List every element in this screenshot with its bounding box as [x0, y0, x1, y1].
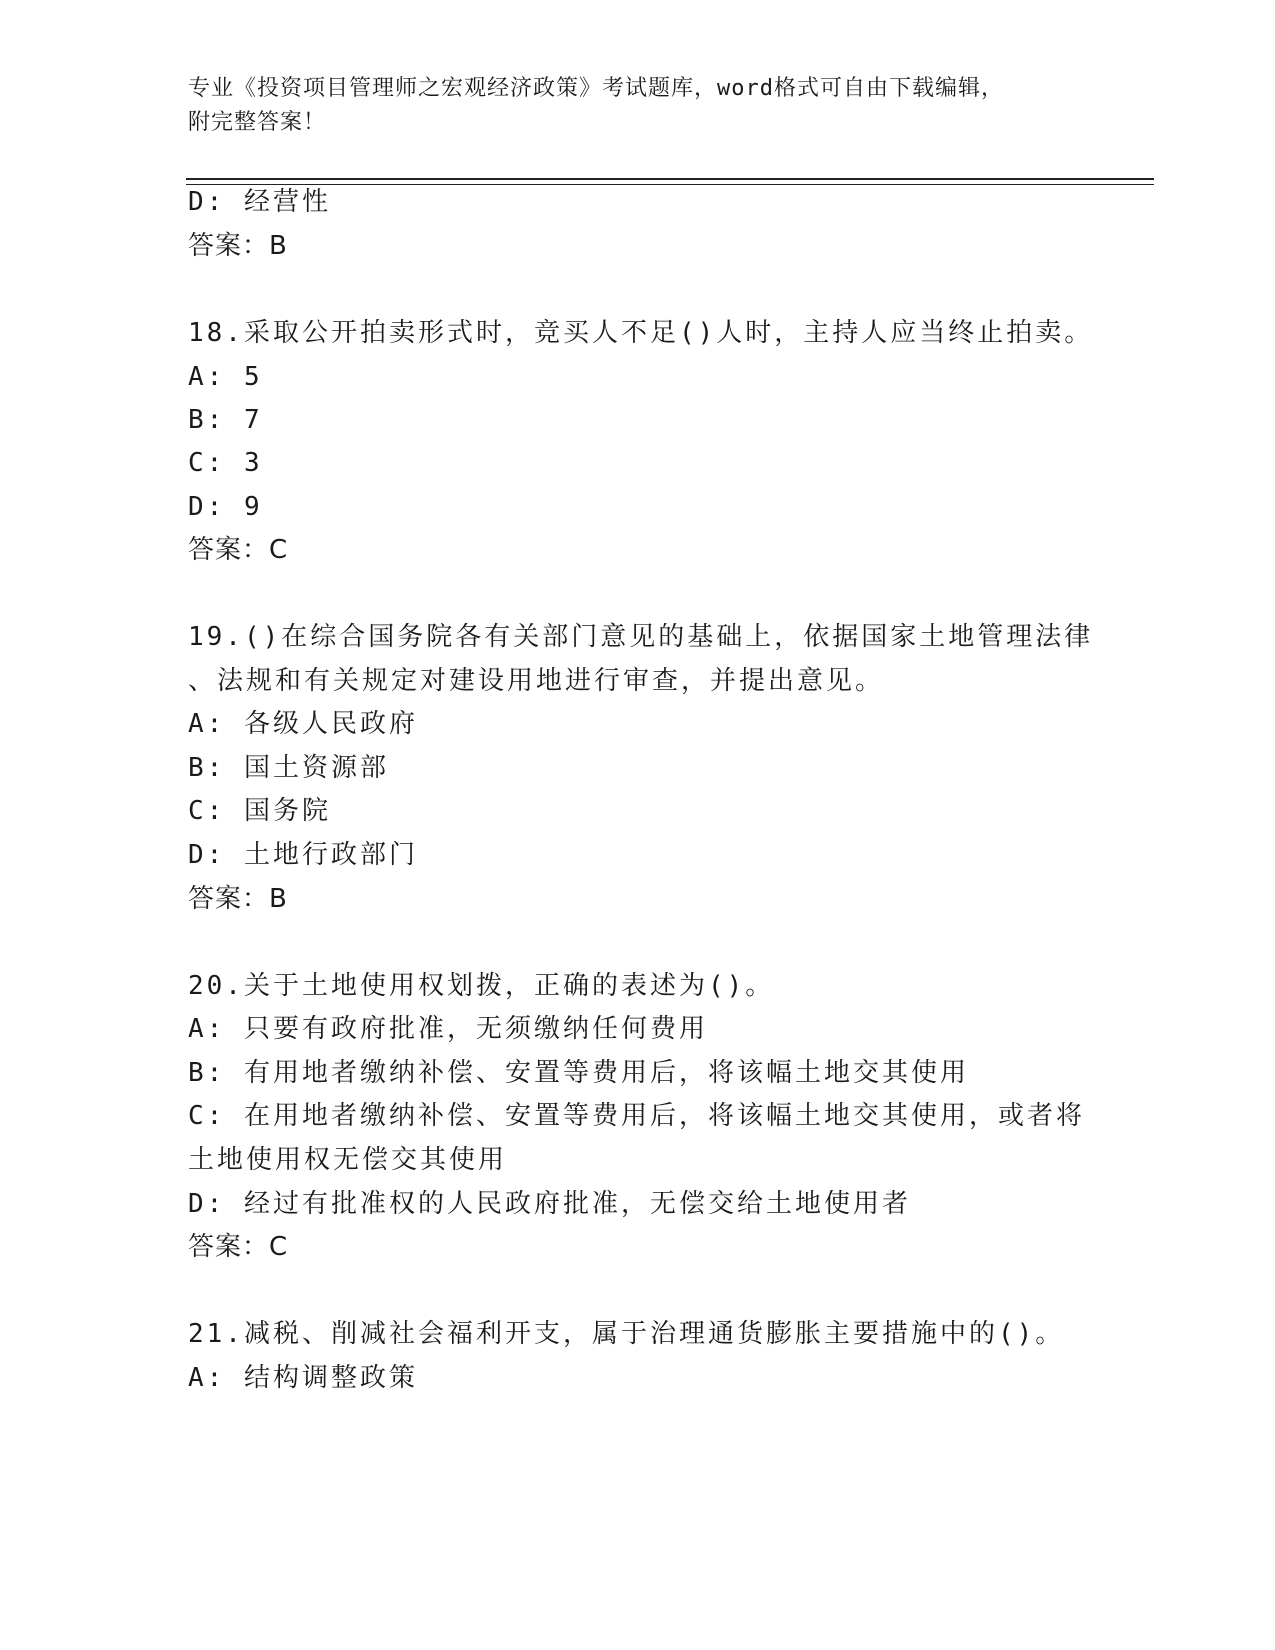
- header-line-2: 附完整答案！: [188, 110, 327, 135]
- option-c: C: 在用地者缴纳补偿、安置等费用后，将该幅土地交其使用，或者将: [188, 1101, 1085, 1131]
- answer-line: 答案：B: [188, 231, 288, 261]
- question-stem-continuation: 、法规和有关规定对建设用地进行审查，并提出意见。: [188, 666, 885, 696]
- question-stem: 18.采取公开拍卖形式时，竞买人不足()人时，主持人应当终止拍卖。: [188, 318, 1094, 348]
- option-a: A: 各级人民政府: [188, 709, 418, 739]
- answer-line: 答案：B: [188, 884, 288, 914]
- option-d: D: 经营性: [188, 187, 331, 217]
- question-stem: 19.()在综合国务院各有关部门意见的基础上，依据国家土地管理法律: [188, 622, 1094, 652]
- option-a: A: 只要有政府批准，无须缴纳任何费用: [188, 1014, 708, 1044]
- option-b: B: 有用地者缴纳补偿、安置等费用后，将该幅土地交其使用: [188, 1058, 969, 1088]
- answer-line: 答案：C: [188, 535, 289, 565]
- option-c: C: 国务院: [188, 796, 331, 826]
- option-d: D: 土地行政部门: [188, 840, 418, 870]
- option-a: A: 5: [188, 362, 263, 392]
- header-divider-thick: [186, 178, 1154, 180]
- question-stem: 21.减税、削减社会福利开支，属于治理通货膨胀主要措施中的()。: [188, 1319, 1065, 1349]
- option-d: D: 经过有批准权的人民政府批准，无偿交给土地使用者: [188, 1189, 911, 1219]
- option-c-continuation: 土地使用权无偿交其使用: [188, 1145, 508, 1175]
- header-divider-thin: [186, 184, 1154, 185]
- document-header: [188, 72, 1068, 140]
- question-stem: 20.关于土地使用权划拨，正确的表述为()。: [188, 971, 775, 1001]
- option-b: B: 7: [188, 405, 263, 435]
- option-c: C: 3: [188, 448, 263, 478]
- option-b: B: 国土资源部: [188, 753, 389, 783]
- option-d: D: 9: [188, 492, 263, 522]
- option-a: A: 结构调整政策: [188, 1363, 418, 1393]
- answer-line: 答案：C: [188, 1232, 289, 1262]
- header-line-1: 专业《投资项目管理师之宏观经济政策》考试题库，word格式可自由下载编辑，: [188, 76, 1004, 101]
